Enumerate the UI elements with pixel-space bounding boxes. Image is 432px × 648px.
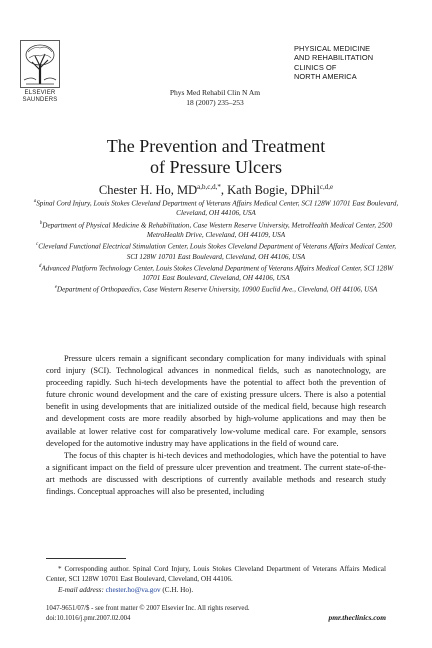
affiliation <box>30 283 402 294</box>
affiliation-mark: e <box>54 285 57 291</box>
logo-text-saunders: SAUNDERS <box>22 97 58 103</box>
affiliation-mark: d <box>38 263 42 269</box>
series-line: AND REHABILITATION <box>294 53 374 63</box>
affiliation-text: Cleveland Functional Electrical Stimulation Center, Louis Stokes Cleveland Department of Veterans Affairs Medical Center, SCI 128W 10701 East Boulevard, Cleveland, OH 44106, USA <box>38 242 397 261</box>
article-title <box>0 136 432 178</box>
footnote-divider <box>46 558 126 559</box>
body-paragraph: Pressure ulcers remain a significant secondary complication for many individuals with spinal cord injury (SCI). Technological advances in nonmedical fields, such as nanotechnology, are proceeding rapidly. Such hi-tech developments have the potential to affect both the prevention of future chronic wound development and the care of existing pressure ulcers. There is also a potential benefit in using developments that are initialized outside of the medical field, because high research and development costs are more readily absorbed by high-volume applications and may then be available at lower relative cost for comparatively low-volume medical care. For example, sensors developed for the automotive industry may have applications in the field of wound care. <box>46 354 386 448</box>
copyright-notice: 1047-9651/07/$ - see front matter © 2007 Elsevier Inc. All rights reserved. <box>46 605 250 612</box>
affiliations <box>30 197 402 295</box>
author-affiliation-marks: c,d,e <box>319 183 334 191</box>
title-line: The Prevention and Treatment <box>106 136 326 156</box>
email-owner: (C.H. Ho). <box>160 585 194 594</box>
author-list <box>0 179 432 198</box>
author-name: Kath Bogie, DPhil <box>227 183 320 198</box>
doi[interactable]: doi:10.1016/j.pmr.2007.02.004 <box>46 614 131 622</box>
series-line: CLINICS OF <box>294 62 337 72</box>
journal-citation <box>140 88 290 108</box>
journal-name: Phys Med Rehabil Clin N Am <box>169 88 261 97</box>
affiliation <box>30 262 402 284</box>
affiliation-mark: c <box>35 242 39 248</box>
copyright-block <box>46 604 346 624</box>
author-name: Chester H. Ho, MD <box>98 183 198 198</box>
journal-series-title <box>294 44 404 82</box>
title-line: of Pressure Ulcers <box>150 157 282 177</box>
affiliation-text: Department of Orthopaedics, Case Western Reserve University, 10900 Euclid Ave., Cleveland, OH 44106, USA <box>56 285 378 294</box>
affiliation <box>30 197 402 219</box>
article-body <box>46 353 386 498</box>
affiliation <box>30 219 402 241</box>
logo-text-elsevier: ELSEVIER <box>24 90 56 96</box>
series-line: PHYSICAL MEDICINE <box>294 44 371 53</box>
body-paragraph: The focus of this chapter is hi-tech devices and methodologies, which have the potential to have a significant impact on the field of pressure ulcer prevention and treatment. The current state-of-the-art methods are discussed with descriptions of currently available methods and research study findings. Conceptual approaches will also be presented, including <box>46 450 386 497</box>
affiliation-mark: a <box>33 199 37 204</box>
email-link[interactable]: chester.ho@va.gov <box>105 585 161 594</box>
email-label: E-mail address: <box>58 585 104 594</box>
affiliation <box>30 240 402 262</box>
affiliation-text: Department of Physical Medicine & Rehabilitation, Case Western Reserve University, MetroHealth Medical Center, 2500 MetroHealth Drive, Cleveland, OH 44109, USA <box>42 220 393 240</box>
affiliation-mark: b <box>39 220 43 226</box>
author-affiliation-marks: a,b,c,d,* <box>197 183 221 191</box>
series-line: NORTH AMERICA <box>294 72 357 82</box>
footnote-email-line <box>46 585 386 595</box>
affiliation-text: Spinal Cord Injury, Louis Stokes Cleveland Department of Veterans Affairs Medical Center, SCI 128W 10701 East Boulevard, Cleveland, OH 44106, USA <box>36 199 399 218</box>
affiliation-text: Advanced Platform Technology Center, Louis Stokes Cleveland Department of Veterans Affairs Medical Center, SCI 128W 10701 East Boulevard, Cleveland, OH 44106, USA <box>41 264 394 283</box>
logo-wordmark <box>14 90 66 104</box>
journal-url[interactable]: pmr.theclinics.com <box>328 613 386 622</box>
elsevier-logo <box>20 40 60 88</box>
corresponding-author-footnote <box>46 564 386 595</box>
journal-volume: 18 (2007) 235–253 <box>186 98 244 107</box>
elsevier-tree-icon <box>20 40 60 88</box>
author-separator: , <box>220 183 228 198</box>
footnote-text: * Corresponding author. Spinal Cord Injury, Louis Stokes Cleveland Department of Veterans Affairs Medical Center, SCI 128W 10701 East Boulevard, Cleveland, OH 44106. <box>46 565 386 584</box>
